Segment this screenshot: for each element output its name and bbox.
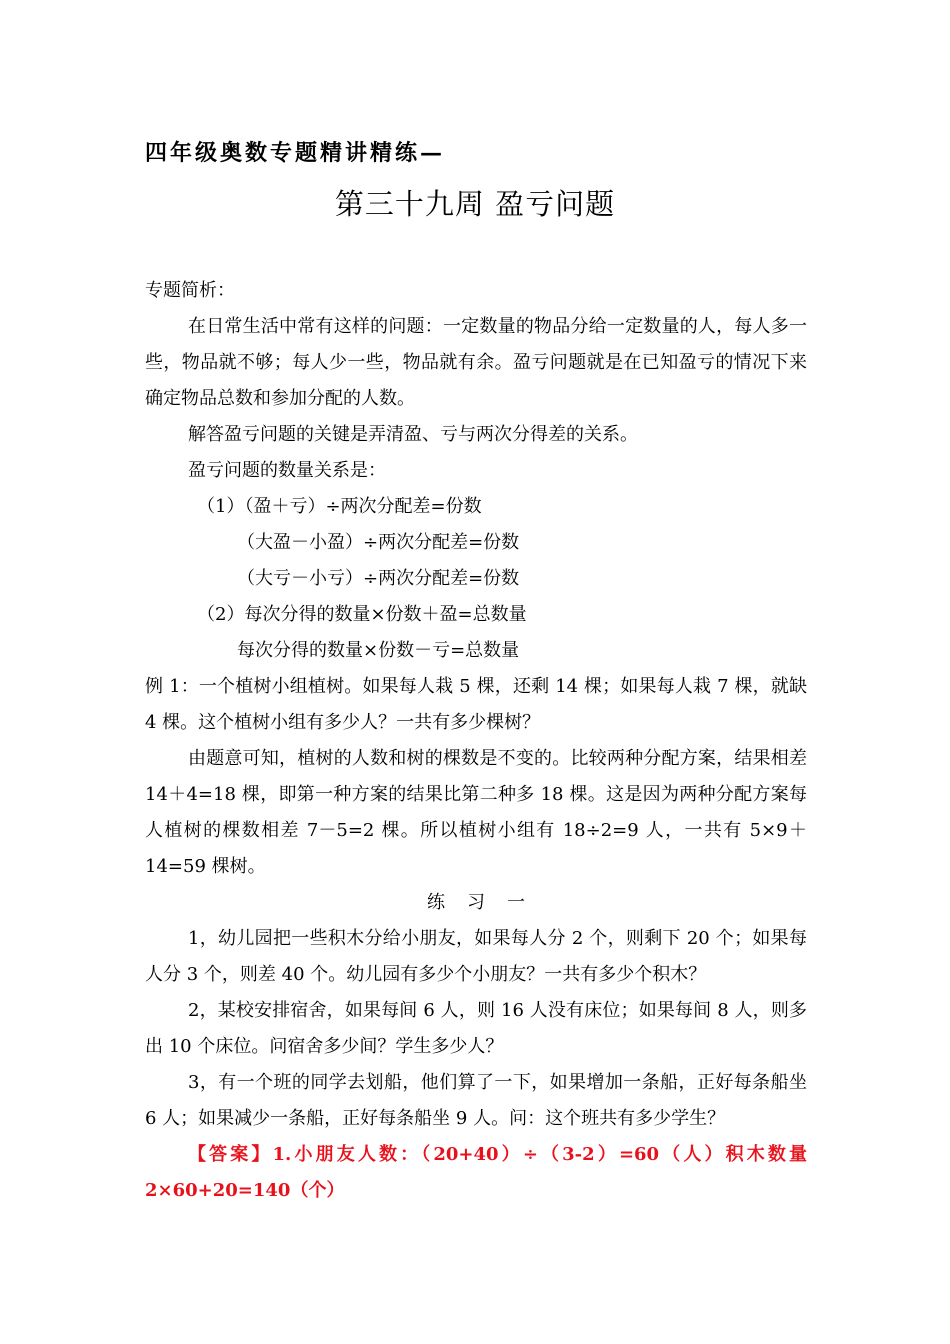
exercise-question-3: 3，有一个班的同学去划船，他们算了一下，如果增加一条船，正好每条船坐 6 人；如果减少一条船，正好每条船坐 9 人。问：这个班共有多少学生？ (145, 1072, 807, 1129)
exercise-question-1: 1，幼儿园把一些积木分给小朋友，如果每人分 2 个，则剩下 20 个；如果每人分 3 个，则差 40 个。幼儿园有多少个小朋友？一共有多少个积木？ (145, 928, 807, 985)
intro-paragraph-2: 解答盈亏问题的关键是弄清盈、亏与两次分得差的关系。 (188, 424, 638, 445)
intro-label: 专题简析： (145, 280, 235, 301)
example-question: 例 1：一个植树小组植树。如果每人栽 5 棵，还剩 14 棵；如果每人栽 7 棵，就缺 4 棵。这个植树小组有多少人？一共有多少棵树？ (145, 676, 807, 733)
intro-paragraph-1: 在日常生活中常有这样的问题：一定数量的物品分给一定数量的人，每人多一些，物品就不够；每人少一些，物品就有余。盈亏问题就是在已知盈亏的情况下来确定物品总数和参加分配的人数。 (145, 316, 807, 409)
formula-2: （大盈－小盈）÷两次分配差=份数 (237, 532, 520, 553)
formula-5: 每次分得的数量×份数－亏=总数量 (237, 640, 520, 661)
exercise-question-2: 2，某校安排宿舍，如果每间 6 人，则 16 人没有床位；如果每间 8 人，则多出 10 个床位。问宿舍多少间？学生多少人？ (145, 1000, 807, 1057)
exercise-heading: 练习一 (427, 892, 547, 913)
formula-3: （大亏－小亏）÷两次分配差=份数 (237, 568, 520, 589)
formula-4: （2）每次分得的数量×份数＋盈=总数量 (197, 604, 527, 625)
page-title: 第三十九周 盈亏问题 (334, 187, 616, 221)
series-title: 四年级奥数专题精讲精练— (145, 140, 446, 166)
example-solution: 由题意可知，植树的人数和树的棵数是不变的。比较两种分配方案，结果相差 14＋4=18 棵，即第一种方案的结果比第二种多 18 棵。这是因为两种分配方案每人植树的棵数相差 7－5=2 棵。所以植树小组有 18÷2=9 人，一共有 5×9＋14=59 棵树。 (145, 748, 807, 877)
formula-1: （1）（盈＋亏）÷两次分配差=份数 (197, 496, 482, 517)
intro-paragraph-3: 盈亏问题的数量关系是： (188, 460, 386, 481)
document-body (145, 273, 807, 1209)
answer-text: 【答案】1.小朋友人数：（20+40）÷（3-2）=60（人）积木数量 2×60+20=140（个） (145, 1144, 807, 1201)
